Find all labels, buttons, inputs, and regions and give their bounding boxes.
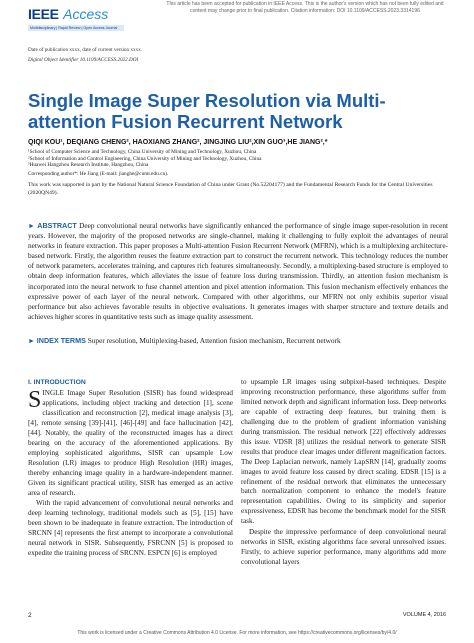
publication-notice: [150, 1, 460, 15]
intro-paragraph-3: to upsample LR images using subpixel-based techniques. Despite improving reconstruction performance, these algorithms suffer from limited network depth and significant information loss. Deep networks are capable of extracting deep features, but training them is challenging due to the problem of gradient information vanishing during transmission. The residual network [22] effectively addresses this issue. VDSR [8] utilizes the residual network to generate SISR results that produce clear images under different magnification factors. The Deep Laplacian network, namely LapSRN [14], gradually zooms images to avoid feature loss caused by direct scaling. EDSR [15] is a refinement of the residual network that eliminates the unnecessary batch normalization component to enhance the model's feature representation capabilities. Owing to its simplicity and superior expressiveness, EDSR has become the benchmark model for the SISR task.: [241, 378, 446, 526]
paper-title: Single Image Super Resolution via Multi-attention Fusion Recurrent Network: [28, 90, 386, 132]
index-terms-block: [28, 336, 448, 345]
left-column: [28, 378, 233, 560]
page-number: 2: [28, 612, 32, 619]
funding-note: This work was supported in part by the National Natural Science Foundation of China under Grant (No.52204177) and the Fundamental Research Funds for the Central Universities (2020QN49).: [28, 182, 433, 196]
right-column: [241, 378, 446, 569]
doi-line: Digital Object Identifier 10.1109/ACCESS.2022.DOI: [28, 57, 139, 63]
affiliation-1: ¹School of Computer Science and Technology, China University of Mining and Technology, Xuzhou, China: [28, 149, 257, 155]
intro-paragraph-4: Despite the impressive performance of deep convolutional neural networks in SISR, existing algorithms face several unresolved issues. Firstly, to achieve superior performance, many algorithms add more convolutional layers: [241, 528, 446, 567]
logo-tagline: Multidisciplinary | Rapid Review | Open Access Journal: [28, 25, 124, 31]
abstract-label: ABSTRACT: [37, 221, 77, 230]
license-note: This work is licensed under a Creative Commons Attribution 4.0 License. For more information, see https://creativecommons.org/licenses/by/4.0/: [77, 630, 397, 636]
arrow-icon: ►: [28, 337, 35, 345]
logo-ieee: IEEE: [28, 6, 59, 22]
logo-access: Access: [63, 6, 109, 22]
author-list: QIQI KOU¹, DEQIANG CHENG², HAOXIANG ZHANG², JINGJING LIU²,XIN GUO³,HE JIANG²,*: [28, 139, 328, 146]
notice-line-1: This article has been accepted for publication in IEEE Access. This is the author's version which has not been fully edited and: [166, 1, 444, 7]
drop-cap: S: [28, 387, 42, 413]
index-terms-text: Super resolution, Multiplexing-based, Attention fusion mechanism, Recurrent network: [87, 336, 341, 345]
affiliation-3: ³Huawei Hangzhou Research Institute, Hangzhou, China: [28, 162, 149, 168]
journal-logo: [28, 6, 124, 31]
abstract-block: [28, 221, 448, 322]
corresponding-author: Corresponding author*: He Jiang (E-mail: jianghe@cumt.edu.cn).: [28, 171, 169, 177]
intro-paragraph-2: With the rapid advancement of convolutional neural networks and deep learning technology, traditional models such as [5], [15] have been shown to be inadequate in feature extraction. The introduction of SRCNN [4] represents the first attempt to incorporate a convolutional neural network in SISR. Subsequently, FSRCNN [5] is proposed to expedite the training process of SRCNN. ESPCN [6] is employed: [28, 499, 233, 558]
volume-label: VOLUME 4, 2016: [402, 612, 446, 618]
intro-paragraph-1: [28, 389, 233, 498]
arrow-icon: ►: [28, 222, 35, 230]
notice-line-2: content may change prior to final publication. Citation information: DOI 10.1109/ACCESS.2023.3314196: [190, 8, 420, 14]
publication-date: Date of publication xxxx, date of current version xxxx.: [28, 47, 143, 53]
abstract-text: Deep convolutional neural networks have significantly enhanced the performance of single image super-resolution in recent years. However, the majority of the proposed networks are single-channel, making it challenging to fully exploit the advantages of neural networks in feature extraction. This paper proposes a Multi-attention Fusion Recurrent Network (MFRN), which is a multiplexing architecture-based network. Firstly, the algorithm reuses the feature extraction part to construct the recurrent network. This technology reduces the number of network parameters, accelerates training, and captures rich features simultaneously. Secondly, a multiplexing-based structure is employed to obtain deep information features, which alleviates the issue of feature loss during transmission. Thirdly, an attention fusion mechanism is incorporated into the neural network to fuse channel attention and pixel attention information. This fusion mechanism effectively enhances the expressive power of each layer of the neural network. Compared with other algorithms, our MFRN not only exhibits superior visual performance but also achieves favorable results in objective evaluations. It generates images with sharper structure and texture details and achieves higher scores in quantitative tests such as image quality assessment.: [28, 221, 449, 321]
section-heading: I. INTRODUCTION: [28, 379, 86, 386]
intro-paragraph-1-text: INGLE Image Super Resolution (SISR) has found widespread applications, including object tracking and detection [1], scene classification and reconstruction [2], medical image analysis [3], [4], remote sensing [39]-[41], [46]-[49] and face hallucination [42], [44]. Notably, the quality of the reconstructed images has a direct bearing on the accuracy of the aforementioned applications. By employing sophisticated algorithms, SISR can upsample Low Resolution (LR) images to produce High Resolution (HR) images, thereby enhancing image quality in a hardware-independent manner. Given its significant practical utility, SISR has emerged as an active area of research.: [28, 389, 233, 497]
index-terms-label: INDEX TERMS: [36, 336, 86, 345]
affiliation-2: ²School of Information and Control Engineering, China University of Mining and Technology, Xuzhou, China: [28, 155, 262, 162]
